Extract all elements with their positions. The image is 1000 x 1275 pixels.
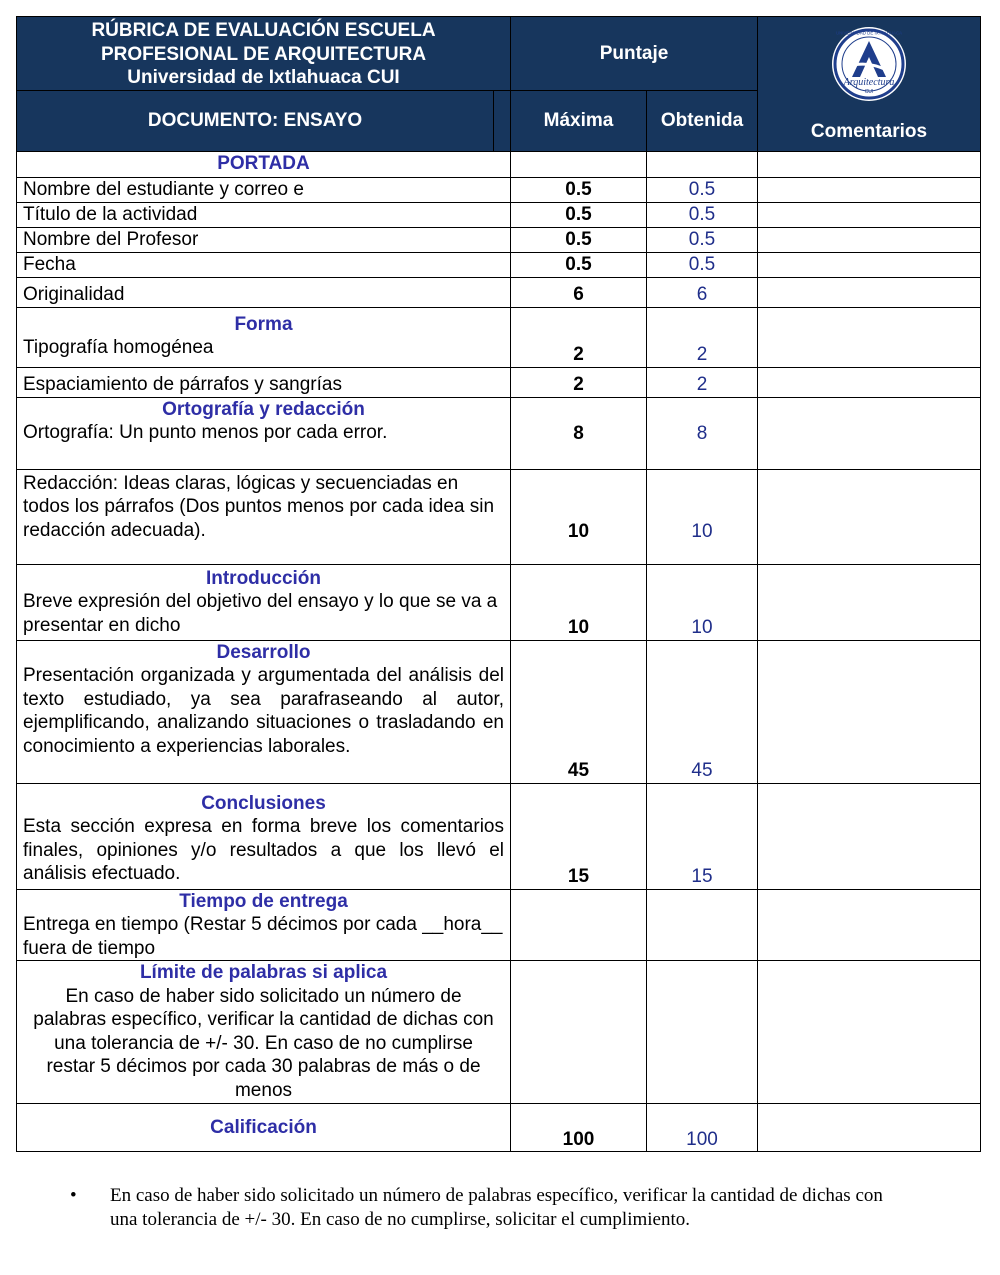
criterion-text: Título de la actividad — [23, 203, 198, 225]
comment-cell — [758, 397, 981, 469]
obtained-score — [647, 961, 758, 1104]
obtained-score: 0.5 — [647, 252, 758, 277]
criterion-text: Breve expresión del objetivo del ensayo y lo que se va a presentar en dicho — [23, 591, 498, 636]
max-score: 10 — [511, 469, 647, 564]
footnote — [70, 1184, 910, 1232]
criterion-text: En caso de haber sido solicitado un número de palabras específico, verificar la cantidad de dichas con una tolerancia de +/- 30. En caso de no cumplirse restar 5 décimos por cada 30 palabras de más o de menos — [33, 985, 494, 1101]
max-header: Máxima — [511, 90, 647, 151]
comment-cell — [758, 177, 981, 202]
max-score: 100 — [511, 1104, 647, 1152]
max-score — [511, 889, 647, 961]
table-row — [17, 177, 981, 202]
max-score: 45 — [511, 640, 647, 783]
comment-cell — [758, 469, 981, 564]
criterion-text: Espaciamiento de párrafos y sangrías — [23, 374, 342, 395]
obtained-score: 10 — [647, 564, 758, 640]
comment-cell — [758, 367, 981, 397]
criterion-text: Presentación organizada y argumentada del análisis del texto estudiado, ya sea parafraseando al autor, ejemplificando, analizando situaciones o trasladando en conocimiento a experiencias laborales. — [23, 665, 504, 757]
section-title: Conclusiones — [201, 792, 326, 814]
section-title: PORTADA — [217, 152, 310, 174]
comment-cell — [758, 961, 981, 1104]
max-score: 15 — [511, 783, 647, 889]
comments-header — [758, 17, 981, 152]
max-score: 10 — [511, 564, 647, 640]
obtained-score: 2 — [647, 367, 758, 397]
score-header: Puntaje — [511, 17, 758, 91]
logo-text: Arquitectura — [843, 77, 895, 88]
obtained-score: 2 — [647, 307, 758, 367]
obtained-score — [647, 889, 758, 961]
table-row — [17, 889, 981, 961]
bullet-icon: • — [70, 1185, 77, 1206]
table-row — [17, 367, 981, 397]
criterion-text: Tipografía homogénea — [23, 337, 214, 358]
section-title: Desarrollo — [216, 641, 311, 663]
comment-cell — [758, 564, 981, 640]
table-row — [17, 397, 981, 469]
comment-cell — [758, 783, 981, 889]
comment-cell — [758, 889, 981, 961]
comment-cell — [758, 307, 981, 367]
table-row — [17, 564, 981, 640]
comment-cell — [758, 151, 981, 177]
criterion-text: Nombre del Profesor — [23, 228, 199, 250]
criterion-text: Fecha — [23, 253, 76, 275]
criterion-text: Entrega en tiempo (Restar 5 décimos por cada __hora__ fuera de tiempo — [23, 914, 503, 959]
obtained-score: 8 — [647, 397, 758, 469]
obtained-score: 0.5 — [647, 177, 758, 202]
table-row — [17, 307, 981, 367]
comment-cell — [758, 252, 981, 277]
table-row — [17, 961, 981, 1104]
max-score: 0.5 — [511, 177, 647, 202]
obtained-score: 0.5 — [647, 202, 758, 227]
max-score: 2 — [511, 307, 647, 367]
section-title: Forma — [234, 313, 293, 335]
table-row — [17, 783, 981, 889]
table-row — [17, 640, 981, 783]
obtained-score: 6 — [647, 277, 758, 307]
section-title: Límite de palabras si aplica — [139, 962, 388, 983]
obtained-score: 15 — [647, 783, 758, 889]
header-spacer — [494, 90, 511, 151]
document-header: DOCUMENTO: ENSAYO — [17, 90, 494, 151]
max-score: 0.5 — [511, 227, 647, 252]
criterion-text: Ortografía: Un punto menos por cada error. — [23, 422, 388, 443]
criterion-text: Nombre del estudiante y correo e — [23, 178, 304, 200]
grade-label: Calificación — [210, 1117, 317, 1138]
arquitectura-logo — [832, 27, 906, 101]
comment-cell — [758, 227, 981, 252]
logo-ring-text: UNIVERSIDAD DE IXTLAHUACA — [835, 30, 903, 36]
comment-cell — [758, 277, 981, 307]
section-title: Introducción — [205, 567, 322, 589]
logo-badge: CUI — [864, 89, 874, 95]
rubric-title — [17, 17, 511, 91]
max-score — [511, 961, 647, 1104]
criterion-text: Esta sección expresa en forma breve los comentarios finales, opiniones y/o resultados a que los llevó el análisis efectuado. — [23, 816, 504, 884]
table-row — [17, 252, 981, 277]
max-score: 0.5 — [511, 252, 647, 277]
obtained-score: 100 — [647, 1104, 758, 1152]
max-score: 0.5 — [511, 202, 647, 227]
comment-cell — [758, 640, 981, 783]
table-row — [17, 1104, 981, 1152]
table-row — [17, 227, 981, 252]
table-row — [17, 151, 981, 177]
max-score: 2 — [511, 367, 647, 397]
table-row — [17, 469, 981, 564]
section-title: Tiempo de entrega — [179, 890, 348, 912]
criterion-text: Originalidad — [23, 284, 125, 305]
footnote-text: En caso de haber sido solicitado un número de palabras específico, verificar la cantidad de dichas con una tolerancia de +/- 30. En caso de no cumplirse, solicitar el cumplimiento. — [110, 1185, 883, 1230]
obtained-header: Obtenida — [647, 90, 758, 151]
section-title: Ortografía y redacción — [162, 398, 365, 420]
comments-label: Comentarios — [810, 120, 928, 142]
max-score: 8 — [511, 397, 647, 469]
rubric-table — [16, 16, 981, 1152]
title-line-1: RÚBRICA DE EVALUACIÓN ESCUELA — [91, 20, 436, 41]
max-score: 6 — [511, 277, 647, 307]
comment-cell — [758, 1104, 981, 1152]
title-line-3: Universidad de Ixtlahuaca CUI — [127, 67, 400, 88]
title-line-2: PROFESIONAL DE ARQUITECTURA — [100, 43, 427, 65]
table-row — [17, 202, 981, 227]
obtained-score: 10 — [647, 469, 758, 564]
criterion-text: Redacción: Ideas claras, lógicas y secuenciadas en todos los párrafos (Dos puntos menos por cada idea sin redacción adecuada). — [23, 472, 495, 541]
obtained-score: 45 — [647, 640, 758, 783]
obtained-score: 0.5 — [647, 227, 758, 252]
table-row — [17, 277, 981, 307]
comment-cell — [758, 202, 981, 227]
